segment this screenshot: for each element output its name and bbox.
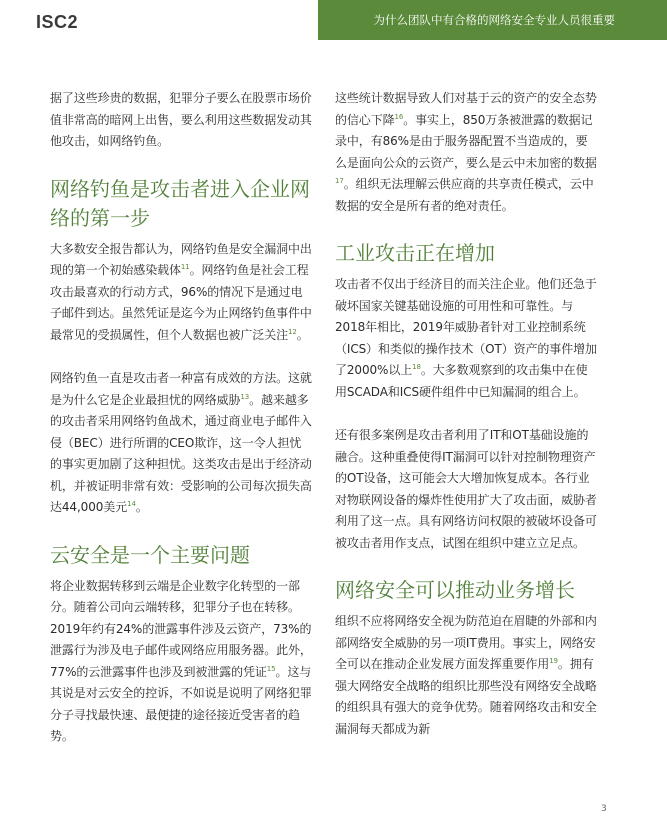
footnote-ref: 18 — [412, 363, 421, 371]
header-title: 为什么团队中有合格的网络安全专业人员很重要 — [318, 0, 667, 40]
page-header — [0, 0, 667, 44]
footnote-ref: 16 — [394, 112, 404, 121]
paragraph: 组织不应将网络安全视为防范迫在眉睫的外部和内部网络安全威胁的另一项IT费用。事实上，网络安全可以在推动企业发展方面发挥重要作用$^{19}$。拥有强大网络安全战略的组织比那些没有网络安全战略的组织具有强大的竞争优势。随着网络攻击和安全漏洞每天都成为新 — [335, 614, 597, 736]
footnote-ref: 14 — [127, 500, 136, 508]
footnote-ref: 17 — [335, 177, 344, 185]
footnote-ref: 11 — [180, 263, 190, 271]
paragraph: 这些统计数据导致人们对基于云的资产的安全态势的信心下降$^{16}$。事实上，850万条被泄露的数据记录中，有86%是由于服务器配置不当造成的，要么是面向公众的云资产，要么是云中未加密的数据$^{17}$。组织无法理解云供应商的共享责任模式，云中数据的安全是所有者的绝对责任。 — [335, 91, 597, 213]
paragraph: 将企业数据转移到云端是企业数字化转型的一部分。随着公司向云端转移，犯罪分子也在转移。2019年约有24%的泄露事件涉及云资产，73%的泄露行为涉及电子邮件或网络应用服务器。此外，77%的云泄露事件也涉及到被泄露的凭证$^{15}$。这与其说是对云安全的控诉，不如说是说明了网络犯罪分子寻找最快速、最便捷的途径接近受害者的趋势。 — [50, 578, 312, 743]
paragraph: 大多数安全报告都认为，网络钓鱼是安全漏洞中出现的第一个初始感染载体$^{11}$。网络钓鱼是社会工程攻击最喜欢的行动方式，96%的情况下是通过电子邮件到达。虽然凭证是迄今为止网络钓鱼事件中最常见的受损属性，但个人数据也被广泛关注$^{12}$。 — [50, 241, 312, 342]
section-heading-business: 网络安全可以推动业务增长 — [335, 578, 575, 602]
paragraph: 还有很多案例是攻击者利用了IT和OT基础设施的融合。这种重叠使得IT漏洞可以针对控制物理资产的OT设备，这可能会大大增加恢复成本。各行业对物联网设备的爆炸性使用扩大了攻击面，威胁者利用了这一点。具有网络访问权限的被破坏设备可被攻击者用作支点，试图在组织中建立立足点。 — [335, 428, 597, 550]
footnote-ref: 13 — [240, 392, 250, 401]
footnote-ref: 19 — [549, 657, 558, 665]
section-heading-industrial: 工业攻击正在增加 — [335, 241, 495, 265]
isc2-logo: ISC2 — [36, 12, 79, 32]
paragraph: 网络钓鱼一直是攻击者一种富有成效的方法。这就是为什么它是企业最担忧的网络威胁$^{13}$。越来越多的攻击者采用网络钓鱼战术，通过商业电子邮件入侵（BEC）进行所谓的CEO欺诈，这一令人担忧的事实更加剧了这种担忧。这类攻击是出于经济动机，并被证明非常有效：受影响的公司每次损失高达44,000美元$^{14}$。 — [50, 371, 312, 514]
left-column — [50, 88, 312, 770]
paragraph: 攻击者不仅出于经济目的而关注企业。他们还急于破坏国家关键基础设施的可用性和可靠性。与2018年相比，2019年威胁者针对工业控制系统（ICS）和类似的操作技术（OT）资产的事件增加了2000%以上$^{18}$。大多数观察到的攻击集中在使用SCADA和ICS硬件组件中已知漏洞的组合上。 — [335, 277, 597, 399]
footnote-ref: 12 — [288, 327, 297, 336]
right-column — [335, 88, 597, 762]
section-heading-phishing: 网络钓鱼是攻击者进入企业网络的第一步 — [50, 176, 310, 230]
page-number: 3 — [601, 804, 607, 814]
paragraph: 据了这些珍贵的数据，犯罪分子要么在股票市场价值非常高的暗网上出售，要么利用这些数据发动其他攻击，如网络钓鱼。 — [50, 91, 312, 148]
footnote-ref: 15 — [266, 664, 276, 673]
section-heading-cloud: 云安全是一个主要问题 — [50, 542, 250, 567]
